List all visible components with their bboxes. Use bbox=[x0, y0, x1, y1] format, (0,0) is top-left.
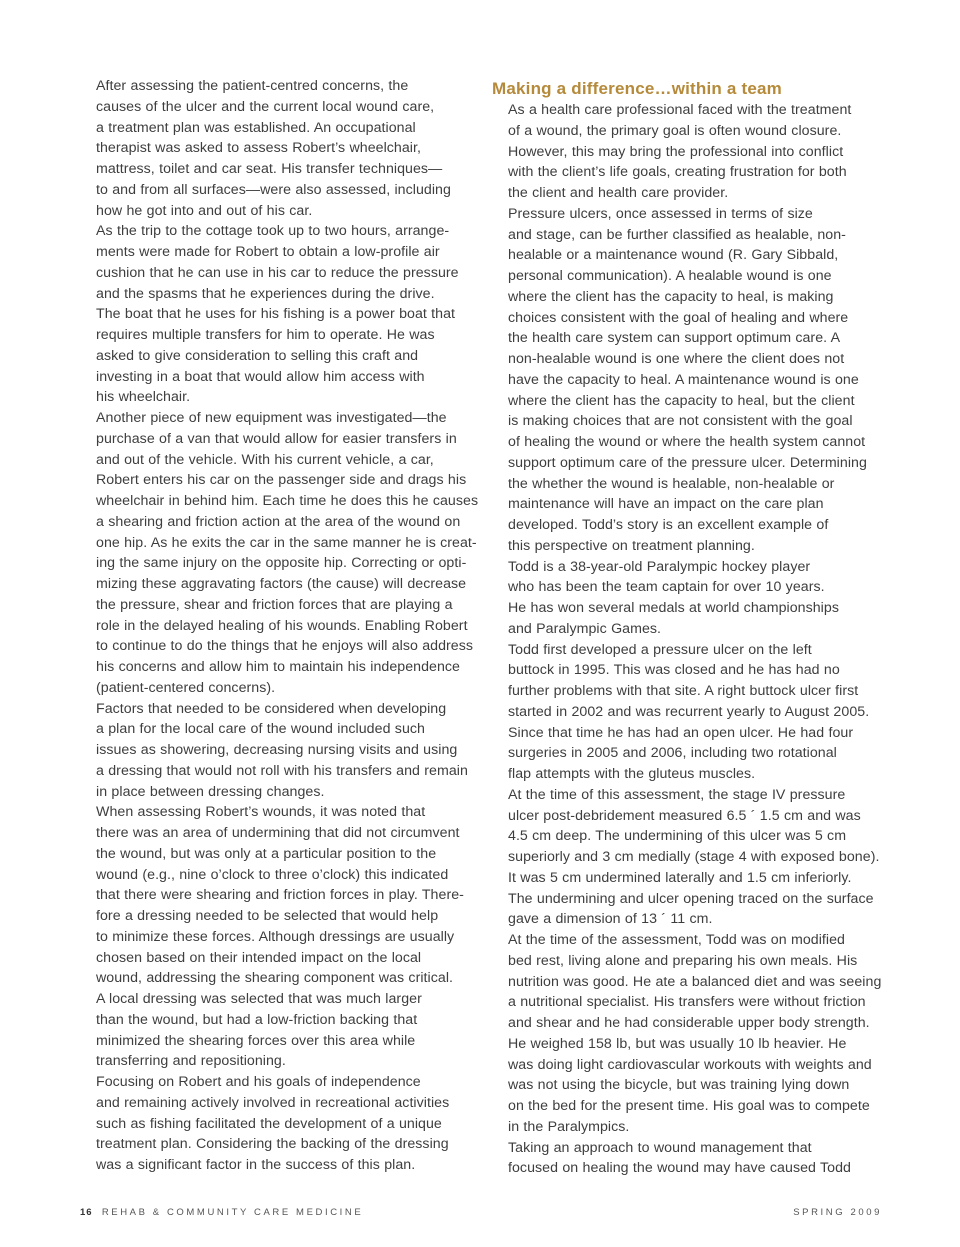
text-line: maintenance will have an impact on the care plan bbox=[508, 496, 824, 513]
text-line: role in the delayed healing of his wounds. Enabling Robert bbox=[96, 617, 468, 634]
text-line: a dressing that would not roll with his transfers and remain bbox=[96, 762, 468, 779]
text-line: However, this may bring the professional into conflict bbox=[508, 143, 844, 160]
text-line: have the capacity to heal. A maintenance wound is one bbox=[508, 371, 859, 388]
text-line: therapist was asked to assess Robert’s wheelchair, bbox=[96, 140, 421, 157]
text-line: than the wound, but had a low-friction backing that bbox=[96, 1011, 418, 1028]
text-line: gave a dimension of 13 ´ 11 cm. bbox=[508, 911, 713, 928]
text-line: to and from all surfaces—were also assessed, including bbox=[96, 181, 451, 198]
text-line: is making choices that are not consistent with the goal bbox=[508, 413, 853, 430]
text-line: wound (e.g., nine o’clock to three o’clock) this indicated bbox=[96, 866, 449, 883]
text-line: Since that time he has had an open ulcer. He had four bbox=[508, 724, 854, 741]
text-line: He has won several medals at world championships bbox=[508, 600, 839, 616]
text-line: his wheelchair. bbox=[96, 389, 191, 406]
body-paragraph bbox=[492, 204, 877, 557]
text-line: one hip. As he exits the car in the same manner he is creat- bbox=[96, 534, 477, 551]
text-line: Another piece of new equipment was investigated—the bbox=[96, 410, 447, 426]
text-line: As a health care professional faced with the treatment bbox=[508, 102, 852, 118]
body-paragraph bbox=[80, 802, 472, 1072]
text-line: to minimize these forces. Although dressings are usually bbox=[96, 928, 455, 945]
section-heading: Making a difference…within a team bbox=[492, 79, 782, 98]
text-line: of healing the wound or where the health system cannot bbox=[508, 434, 866, 450]
text-line: his concerns and allow him to maintain his independence bbox=[96, 659, 460, 675]
text-line: ing the same injury on the opposite hip. Correcting or opti- bbox=[96, 555, 467, 572]
text-line: The boat that he uses for his fishing is a power boat that bbox=[96, 306, 456, 323]
text-line: The undermining and ulcer opening traced on the surface bbox=[508, 890, 874, 907]
text-line: the client and health care provider. bbox=[508, 185, 729, 201]
text-line: At the time of the assessment, Todd was on modified bbox=[508, 932, 845, 948]
text-line: Taking an approach to wound management that bbox=[508, 1139, 812, 1156]
text-line: choices consistent with the goal of healing and where bbox=[508, 309, 849, 326]
text-line: issues as showering, decreasing nursing visits and using bbox=[96, 742, 458, 758]
footer-left bbox=[80, 1207, 363, 1218]
text-line: where the client has the capacity to heal, is making bbox=[508, 288, 834, 305]
text-line: Robert enters his car on the passenger side and drags his bbox=[96, 472, 467, 489]
text-line: how he got into and out of his car. bbox=[96, 202, 313, 219]
body-paragraph bbox=[80, 76, 472, 221]
right-column-body bbox=[492, 100, 882, 1179]
text-line: nutrition was good. He ate a balanced diet and was seeing bbox=[508, 973, 882, 990]
text-line: A local dressing was selected that was much larger bbox=[96, 991, 422, 1007]
text-line: started in 2002 and was recurrent yearly to August 2005. bbox=[508, 703, 870, 720]
text-line: surgeries in 2005 and 2006, including two rotational bbox=[508, 745, 837, 762]
text-line: developed. Todd’s story is an excellent example of bbox=[508, 517, 829, 533]
text-line: where the client has the capacity to heal, but the client bbox=[508, 392, 855, 409]
text-line: treatment plan. Considering the backing of the dressing bbox=[96, 1136, 449, 1153]
text-line: was not using the bicycle, but was training lying down bbox=[508, 1077, 850, 1094]
text-line: ments were made for Robert to obtain a low-profile air bbox=[96, 244, 440, 260]
text-line: was a significant factor in the success of this plan. bbox=[96, 1157, 416, 1173]
text-line: support optimum care of the pressure ulcer. Determining bbox=[508, 454, 867, 471]
text-line: cushion that he can use in his car to reduce the pressure bbox=[96, 264, 459, 281]
text-line: healable or a maintenance wound (R. Gary Sibbald, bbox=[508, 247, 839, 264]
text-line: and Paralympic Games. bbox=[508, 620, 662, 637]
body-paragraph bbox=[492, 930, 882, 1138]
body-paragraph bbox=[80, 221, 472, 408]
text-line: chosen based on their intended impact on the local bbox=[96, 949, 422, 966]
text-line: Focusing on Robert and his goals of independence bbox=[96, 1074, 421, 1090]
text-line: focused on healing the wound may have caused Todd bbox=[508, 1160, 851, 1177]
text-line: Todd first developed a pressure ulcer on the left bbox=[508, 641, 812, 658]
text-line: to continue to do the things that he enjoys will also address bbox=[96, 638, 474, 655]
text-line: causes of the ulcer and the current local wound care, bbox=[96, 98, 435, 115]
text-line: a nutritional specialist. His transfers were without friction bbox=[508, 994, 866, 1011]
text-line: As the trip to the cottage took up to two hours, arrange- bbox=[96, 223, 450, 240]
body-paragraph bbox=[80, 408, 479, 699]
text-line: personal communication). A healable wound is one bbox=[508, 268, 832, 284]
text-line: in the Paralympics. bbox=[508, 1118, 630, 1135]
text-line: the wound, but was only at a particular position to the bbox=[96, 845, 437, 862]
text-line: further problems with that site. A right buttock ulcer first bbox=[508, 683, 859, 699]
text-line: At the time of this assessment, the stage IV pressure bbox=[508, 786, 846, 803]
page-number: 16 bbox=[80, 1207, 93, 1218]
text-line: (patient-centered concerns). bbox=[96, 679, 276, 696]
body-paragraph bbox=[80, 1072, 472, 1176]
text-line: with the client’s life goals, creating frustration for both bbox=[508, 164, 847, 181]
body-paragraph bbox=[492, 640, 877, 785]
text-line: fore a dressing needed to be selected that would help bbox=[96, 908, 439, 924]
text-line: and out of the vehicle. With his current vehicle, a car, bbox=[96, 451, 434, 468]
text-line: the health care system can support optimum care. A bbox=[508, 330, 841, 347]
text-line: wheelchair in behind him. Each time he does this he causes bbox=[96, 493, 479, 509]
text-line: and shear and he had considerable upper body strength. bbox=[508, 1015, 870, 1031]
body-paragraph bbox=[80, 699, 472, 803]
text-line: asked to give consideration to selling this craft and bbox=[96, 347, 419, 364]
text-line: investing in a boat that would allow him access with bbox=[96, 368, 425, 385]
text-line: flap attempts with the gluteus muscles. bbox=[508, 766, 756, 782]
text-line: a shearing and friction action at the area of the wound on bbox=[96, 513, 461, 530]
text-line: the whether the wound is healable, non-healable or bbox=[508, 475, 835, 492]
text-line: wound, addressing the shearing component was critical. bbox=[96, 970, 454, 987]
text-line: buttock in 1995. This was closed and he has had no bbox=[508, 662, 840, 679]
publication-name: REHAB & COMMUNITY CARE MEDICINE bbox=[101, 1207, 364, 1218]
issue-date: SPRING 2009 bbox=[793, 1207, 882, 1218]
text-line: the pressure, shear and friction forces that are playing a bbox=[96, 596, 453, 613]
text-line: requires multiple transfers for him to operate. He was bbox=[96, 327, 435, 343]
text-line: Todd is a 38-year-old Paralympic hockey player bbox=[508, 558, 811, 575]
text-line: mattress, toilet and car seat. His transfer techniques— bbox=[96, 161, 443, 177]
left-column bbox=[80, 76, 479, 1176]
text-line: mizing these aggravating factors (the cause) will decrease bbox=[96, 576, 467, 592]
text-line: in place between dressing changes. bbox=[96, 783, 325, 800]
body-paragraph bbox=[492, 1138, 877, 1180]
text-line: such as fishing facilitated the development of a unique bbox=[96, 1115, 442, 1132]
text-line: that there were shearing and friction forces in play. There- bbox=[96, 887, 464, 904]
text-line: of a wound, the primary goal is often wound closure. bbox=[508, 122, 842, 139]
text-line: superiorly and 3 cm medially (stage 4 with exposed bone). bbox=[508, 849, 880, 865]
text-line: ulcer post-debridement measured 6.5 ´ 1.5 cm and was bbox=[508, 807, 861, 824]
text-line: non-healable wound is one where the client does not bbox=[508, 351, 845, 367]
text-line: this perspective on treatment planning. bbox=[508, 537, 755, 554]
text-line: 4.5 cm deep. The undermining of this ulcer was 5 cm bbox=[508, 828, 847, 845]
text-line: After assessing the patient-centred concerns, the bbox=[96, 78, 409, 94]
text-line: on the bed for the present time. His goal was to compete bbox=[508, 1098, 870, 1114]
text-line: transferring and repositioning. bbox=[96, 1053, 286, 1070]
text-line: and remaining actively involved in recreational activities bbox=[96, 1094, 450, 1111]
text-line: was doing light cardiovascular workouts with weights and bbox=[508, 1056, 872, 1073]
text-line: there was an area of undermining that did not circumvent bbox=[96, 825, 460, 841]
text-line: Pressure ulcers, once assessed in terms of size bbox=[508, 205, 813, 222]
text-line: and stage, can be further classified as healable, non- bbox=[508, 226, 846, 243]
text-line: a treatment plan was established. An occupational bbox=[96, 119, 416, 136]
right-column bbox=[492, 76, 882, 1179]
body-paragraph bbox=[492, 785, 880, 930]
text-line: Factors that needed to be considered when developing bbox=[96, 700, 447, 717]
text-line: He weighed 158 lb, but was usually 10 lb heavier. He bbox=[508, 1035, 847, 1052]
text-line: minimized the shearing forces over this area while bbox=[96, 1032, 416, 1049]
text-line: and the spasms that he experiences during the drive. bbox=[96, 285, 435, 302]
text-line: bed rest, living alone and preparing his own meals. His bbox=[508, 952, 858, 969]
text-line: purchase of a van that would allow for easier transfers in bbox=[96, 430, 457, 447]
text-line: When assessing Robert’s wounds, it was noted that bbox=[96, 804, 426, 821]
text-line: a plan for the local care of the wound included such bbox=[96, 721, 425, 738]
text-line: who has been the team captain for over 10 years. bbox=[508, 579, 825, 596]
text-line: It was 5 cm undermined laterally and 1.5 cm inferiorly. bbox=[508, 869, 852, 886]
page-footer bbox=[80, 1207, 882, 1221]
body-paragraph bbox=[492, 557, 877, 640]
body-paragraph bbox=[492, 100, 877, 204]
